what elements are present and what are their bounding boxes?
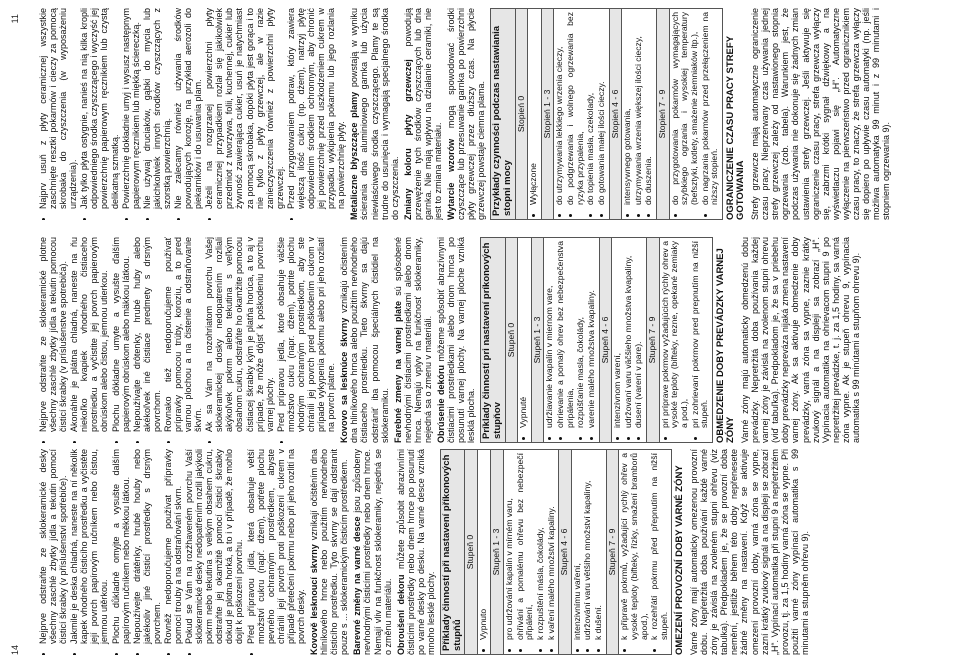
stage-row bbox=[657, 9, 670, 220]
decor-paragraph bbox=[446, 8, 486, 220]
discoloration-paragraph bbox=[403, 8, 443, 220]
stage-item: • Vypnuto bbox=[479, 453, 489, 640]
column-slovak bbox=[38, 237, 938, 443]
stage-item: • intensywnego gotowania, bbox=[623, 12, 633, 205]
cleaning-item: • Rovněž nedoporučujeme používat přípravky pomocí trouby a na odstraňování skvrn. bbox=[163, 449, 183, 644]
stage-row bbox=[609, 9, 622, 220]
stage-row bbox=[465, 450, 478, 655]
stage-item: • k vaření malého množství kapaliny. bbox=[547, 453, 557, 640]
stage-label: Stupeň 0 bbox=[505, 238, 518, 443]
stage-item: • k přípravě pokrmů, vyžadující rychlý ohřev a vysoké teploty (bifteky, řízky, smažení bramborů apod.), bbox=[620, 453, 649, 640]
stage-item-list bbox=[505, 453, 556, 651]
cleaning-item: • Akonáhle je plátna chladná, naneste na ňu niekoľko kvapiek vhodného čistiaceho prostriedku a vyčistite jej povrch papierovým obrúskom alebo čistou, jemnou utierkou. bbox=[69, 237, 109, 432]
stage-items bbox=[554, 9, 609, 220]
stage-items bbox=[528, 9, 542, 220]
stain-paragraph-text: powstają w wyniku ścierania dna aluminiowego garnka lub użycia niewłaściwego środka czyszczącego. Plamy te są trudne do usunięcia i wymagają specjalnego środka do czyszczenia. bbox=[349, 8, 400, 220]
column-czech bbox=[38, 449, 938, 655]
stage-row bbox=[531, 238, 544, 443]
table-caption: Príklady činností pri nastavení príkonových stupňov bbox=[481, 238, 505, 443]
page-number-right: 11 bbox=[10, 14, 20, 24]
stage-label: Stupeň 7 - 9 bbox=[606, 450, 619, 655]
stage-item-list bbox=[479, 453, 489, 651]
stage-item: • ohřívání a pomalému ohřevu bez nebezpečí připálení, bbox=[516, 453, 535, 640]
decor-paragraph-heading: Obrúsenie dekóru bbox=[435, 364, 446, 443]
stage-label: Stopień 7 - 9 bbox=[657, 9, 670, 220]
stage-label: Stupeň 4 - 6 bbox=[559, 450, 572, 655]
stage-item: • k dušení. bbox=[594, 453, 604, 640]
table-caption: Příklady činností při nastavení příkonových stupňů bbox=[440, 450, 464, 655]
table-caption-row bbox=[440, 450, 464, 655]
stage-item: • Wyłączone bbox=[529, 12, 539, 205]
stain-paragraph bbox=[349, 8, 399, 220]
stage-item: • do duszenia. bbox=[644, 12, 654, 205]
stage-item-list bbox=[620, 453, 669, 651]
stage-items-row bbox=[544, 238, 599, 443]
stage-item-list bbox=[545, 241, 596, 439]
stain-paragraph bbox=[339, 237, 389, 443]
stage-items bbox=[659, 238, 712, 443]
zone-limit-text: Varné zóny majú automaticky obmedzenú dobu prevádzky. Nepretržitá doba používania každej varnej zóny je závislá na zvolenom stupni ohrevu (viď tabuľka). Predpokladom je, že sa v priebehu doby prevádzky nepreváza nijaká zmena nastavení varnej zóny. Ak sa aktivuje obmedzenie doby prevádzky, varná zóna sa vypne, zaznie krátky zvukový signál a na displeji sa zobrazí „H“. Vypínacia automatika na ohrievacom stupni 9 po nepretržitej prevádzke, t. j. za 1,5 hodiny, sa varná zóna vypne. Ak je stupeň ohrevu 9, vypínacia automatika s 99 minútami a stupňom ohrevu 9). bbox=[740, 237, 861, 443]
discoloration-paragraph-text: jsou způsobeny nevhodnými čisticími prostředky nebo dnem hrnce. Nemají vliv na funkčnost sklokeramiky, nejedná se o změnu materiálu. bbox=[352, 449, 393, 655]
cleaning-item: • Před přípravou jídla, která obsahuje větší množství cukru (např. džem), potřete plochu pevného ochranným prostředkem, abyste chránili její povrch proti poškození cukrem v případě přetečení pokrmu nebo při jeho rozlití na povrch desky. bbox=[246, 449, 306, 644]
stage-item-list bbox=[613, 241, 644, 439]
stain-paragraph-heading: Kovově lesknoucí skvrny bbox=[309, 544, 320, 655]
stage-item-list bbox=[573, 453, 604, 651]
cleaning-item: • Nie używaj druciaków, gąbki do mycia lub jakichkolwiek innych środków czyszczących z szorstką powierzchnią. bbox=[142, 8, 172, 209]
stage-item: • pri príprave pokrmov vyžadujúcich rýchly ohrev a vysoké teploty (bifteky, rezne, opekané zemiaky a pod.), bbox=[661, 241, 690, 428]
stage-items-row bbox=[612, 238, 647, 443]
stage-item: • k rozpuštění másla, čokolády, bbox=[536, 453, 546, 640]
stage-row bbox=[491, 450, 504, 655]
zone-limit-text: Strefy grzewcze mają automatyczne ograniczenie czasu pracy. Nieprzerwany czas używania jednej strefy grzewczej zależy od nastawionego stopnia ogrzewania (zob. tabela). Warunkiem jest, że podczas używania nie dokonuje się żadnych zmian ustawienia strefy grzewczej. Jeśli aktywuje się ograniczenie czasu pracy, strefa grzewcza wyłączy się, zabrzmi krótki sygnał dźwiękowy a na wyświetlaczu pojawi się „H“. Automatyczne wyłączenie na pierwszeństwo przed ogranicznikiem czasu pracy, to znaczy, że strefa grzewcza wyłączy się dopiero po upływie czasu automatyki (np. jeśli możliwa automatyka 99 minut i z 99 minutami i stopniem ogrzewania 9). bbox=[750, 8, 892, 220]
discoloration-paragraph-text: sú spôsobené nevhodnými čistiacimi prostriedkami alebo dnom hrnca. Nemajú vplyv na funkčnosť sklokeramiky, nejedná sa o zmenu v materiáli. bbox=[392, 237, 433, 443]
stage-row bbox=[505, 238, 518, 443]
cleaning-item: • Nepoužívajte drôtenky, hrubé huby alebo akékoľvek iné čistiace predmety s drsným povrchom. bbox=[132, 237, 162, 432]
discoloration-paragraph-heading: Farebné zmeny na varnej plate bbox=[392, 301, 403, 443]
stage-label: Stupeň 4 - 6 bbox=[599, 238, 612, 443]
stage-items-row bbox=[518, 238, 532, 443]
decor-paragraph-text: můžete způsobit abrazivními čisticími prostředky nebo dnem hrnce po posunutí po varné desky po desku. Na varné desce vzniká mnoho lesklé plochy. bbox=[395, 449, 436, 655]
stage-item: • Vypnuté bbox=[519, 241, 529, 428]
stage-item: • k rozehřátí pokrmu před přepnutím na nižší stupeň. bbox=[650, 453, 669, 640]
cleaning-item: • Nepoužívejte drátěnky, hrubé houby nebo jakékoliv jiné čisticí prostředky s drsným povrchem. bbox=[132, 449, 162, 644]
stage-items bbox=[477, 450, 491, 655]
stage-item: • ohrievanie a pomalý ohrev bez nebezpečenstva pripálenia, bbox=[556, 241, 575, 428]
stage-items-row bbox=[528, 9, 542, 220]
stage-items bbox=[518, 238, 532, 443]
zone-limit-title: OMEZENÍ PROVOZNÍ DOBY VARNÉ ZÓNY bbox=[674, 465, 686, 655]
stage-item-list bbox=[529, 12, 539, 216]
cleaning-item: • Jeżeli na rozgrzanej powierzchni płyty ceramicznej przypadkiem rozlał się jakikolwiek przedmiot z tworzywa, folii, kuchennej, cukier lub żywność zawierająca cukier, usuń je natychmiast za pomocą skrobaka, dopóki płyta jest gorąca i to nie tylko z płyty grzewczej, ale w razie zanieczyszczenia również z powierzchni płyty grzewczej. bbox=[204, 8, 285, 209]
stage-items bbox=[544, 238, 599, 443]
stage-items bbox=[504, 450, 559, 655]
stage-item: • do podgrzewania i wolnego ogrzewania bez ryzyka przypalenia, bbox=[566, 12, 585, 205]
stage-items bbox=[669, 9, 722, 220]
power-level-table bbox=[440, 449, 673, 655]
stage-item-list bbox=[671, 12, 720, 216]
power-level-table bbox=[480, 237, 713, 443]
table-caption: Przykłady czynności podczas nastawiania stopni mocy bbox=[491, 9, 515, 220]
stage-row bbox=[541, 9, 554, 220]
stage-item: • do przygotowania pokarmów wymagających szybkiego ogrzania i wysokiej temperatury (befsztyki, kotlety, smażenie ziemniaków itp.), bbox=[671, 12, 700, 205]
stage-label: Stupeň 0 bbox=[465, 450, 478, 655]
cleaning-item: • Pred prípravou jedla, ktoré obsahuje väčšie množstvo cukru (napr. džem), potrite plochu vhodným ochranným prostriedkom, aby ste chránili jej povrch pred poškodením cukrom v prípade vykypenia pokrmu alebo pri jeho rozliatí na povrch platne. bbox=[276, 237, 336, 432]
stage-item: • utrzymywania wrzenia większej ilości cieczy, bbox=[634, 12, 644, 205]
stage-label: Stupeň 7 - 9 bbox=[647, 238, 660, 443]
power-level-table bbox=[490, 8, 723, 220]
zone-limit-title: OBMEDZENIE DOBY PREVÁDZKY VARNEJ ZÓNY bbox=[714, 248, 737, 443]
cleaning-item: • Jak tylko płyta ostygnie, nanieś na nią kilka kropli odpowiedniego środka czyszczącego i wyczyść jej powierzchnię papierowym ręcznikiem lub czystą delikatną szmatką. bbox=[79, 8, 119, 209]
cleaning-item: • Pokud se Vám na rozžhaveném povrchu Vaší sklokeramické desky nedopatřením rozlil jakýkoli pokrm nebo tekutina s velkým obsahem cukru, odstraňte jej okamžitě pomocí čisticí škrabky dokud je plotna horká, a to i v případě, že mohlo dojít k poškození povrchu. bbox=[184, 449, 244, 644]
stage-item: • udržování varu většího množství kapaliny, bbox=[583, 453, 593, 640]
cleaning-item: • Nie zalecamy również używania środków powodujących korozję, na przykład aerozoli do piekarników i do usuwania plam. bbox=[173, 8, 203, 209]
stage-items-row bbox=[659, 238, 712, 443]
stage-item: • dusení (varení v pare). bbox=[634, 241, 644, 428]
stage-row bbox=[606, 450, 619, 655]
stage-items bbox=[622, 9, 657, 220]
cleaning-item: • Powierzchnię dokładnie umyj i wysusz następnym papierowym ręcznikiem lub miękką ściereczką. bbox=[121, 8, 141, 209]
stage-item: • do utrzymywania lekkiego wrzenia cieczy, bbox=[555, 12, 565, 205]
stage-items-row bbox=[619, 450, 672, 655]
stage-label: Stupeň 1 - 3 bbox=[531, 238, 544, 443]
decor-paragraph-heading: Obroušení dekoru bbox=[395, 574, 406, 655]
stain-paragraph bbox=[309, 449, 349, 655]
cleaning-item: • Ak sa Vám na rozohriatom povrchu Vašej sklokeramickej dosky nedopatrením rozliali akýkoľvek pokrm alebo tekutina s veľkým obsahom cukru, odstráňte ho okamžite pomocou čistiacej škrabky kým je platňa horúca, a to aj v prípade, že môže dôjsť k poškodeniu povrchu varnej plochy. bbox=[204, 237, 275, 432]
stage-items bbox=[612, 238, 647, 443]
column-polish bbox=[38, 8, 938, 220]
stage-item: • intenzívnom varení, bbox=[613, 241, 623, 428]
stain-paragraph-text: vznikají očištěním dna hliníkového hrnce nebo použitím nevhodného čisticího prostředku. Tyto skvrny se dají odstranit pouze s ... sklokeramickým čisticím prostředkem. bbox=[309, 449, 350, 655]
stage-label: Stopień 4 - 6 bbox=[609, 9, 622, 220]
stage-item-list bbox=[661, 241, 710, 439]
decor-paragraph bbox=[396, 449, 436, 655]
stage-item: • pro udržování kapalin v mírném varu, bbox=[505, 453, 515, 640]
decor-paragraph bbox=[436, 237, 476, 443]
stage-label: Stopień 0 bbox=[515, 9, 528, 220]
stage-item-list bbox=[519, 241, 529, 439]
stage-item-list bbox=[555, 12, 606, 216]
stage-item: • do topienia masła, czekolady, bbox=[586, 12, 596, 205]
stage-items bbox=[571, 450, 606, 655]
discoloration-paragraph bbox=[352, 449, 392, 655]
stage-items-row bbox=[477, 450, 491, 655]
stage-row bbox=[599, 238, 612, 443]
zone-limit-title: OGRANICZENIE CZASU PRACY STREFY GOTOWANIA bbox=[724, 36, 747, 220]
stage-item: • rozpúšťanie masla, čokolády, bbox=[576, 241, 586, 428]
cleaning-list bbox=[38, 237, 336, 443]
stage-item: • do nagrzania pokarmów przed przełączeniem na niższy stopień. bbox=[701, 12, 720, 205]
cleaning-item: • Najprv usuň z płyty ceramicznej wszystkie zaschnięte resztki pokarmów i cieczy za pomocą skrobaka do czyszczenia (w wyposażeniu urządzenia). bbox=[38, 8, 78, 209]
stage-items-row bbox=[554, 9, 609, 220]
cleaning-list bbox=[38, 8, 346, 220]
discoloration-paragraph-heading: Zmiany koloru płyty grzewczej bbox=[402, 59, 413, 220]
stage-items bbox=[619, 450, 672, 655]
stage-label: Stupeň 1 - 3 bbox=[491, 450, 504, 655]
decor-paragraph-heading: Wytarcie wzorów bbox=[446, 138, 457, 220]
discoloration-paragraph-heading: Barevné změny na varné desce bbox=[352, 516, 363, 655]
stage-items-row bbox=[571, 450, 606, 655]
cleaning-item: • Jakmile je deska chladná, naneste na ní několik kapek vhodného čisticího prostředku a vyčistěte její povrch papírovým ručníkem nebo čistou, jemnou utěrkou. bbox=[69, 449, 109, 644]
table-caption-row bbox=[481, 238, 505, 443]
cleaning-item: • Przed przygotowaniem potraw, który zawiera większą ilość cukru (np. dżem), natrzyj płytę odpowiednim środkiem ochronnym, aby chronić jej powierzchnię przed uszkodzeniem cukrem w przypadku wykipienia pokarmu lub jego rozlania na powierzchnię płyty. bbox=[286, 8, 346, 209]
stage-item: • pri zohrievaní pokrmov pred prepnutím na nižší stupeň. bbox=[691, 241, 710, 428]
cleaning-item: • Nejprve odstraňte ze sklokeramické desky všechny zaschlé zbytky jídla a tekutin pomocí čisticí škrabky (v příslušenství spotřebiče). bbox=[38, 449, 68, 644]
stage-item: • udržiavanie kvapalín v miernom vare, bbox=[545, 241, 555, 428]
stage-items-row bbox=[504, 450, 559, 655]
stain-paragraph-text: vznikajú očistením dna hliníkového hrnca alebo použitím nevhodného čistiaceho prostriedku. Tieto škvrny sa dajú odstrániť iba pomocou špeciálnych čistidiel na sklokeramiku. bbox=[339, 237, 390, 443]
stage-row bbox=[647, 238, 660, 443]
decor-paragraph-text: mogą spowodować środki czyszczące lub przesuwanie garnka po powierzchni płyty grzewczej przez dłuższy czas. Na płycie grzewczej powstaje ciemna plama. bbox=[446, 8, 487, 220]
stain-paragraph-heading: Kovovo sa lesknúce škvrny bbox=[339, 317, 350, 443]
stage-items-row bbox=[669, 9, 722, 220]
stage-item-list bbox=[623, 12, 654, 216]
cleaning-item: • Nejprve odstraňte ze sklokeramické plotne všechny zaschlé zbytky jídla a tekutin pomocou čisticí škrabky (v príslušenstve spotrebiča). bbox=[38, 237, 68, 432]
stage-item: • udržovaní varu väčšieho množstva kvapaliny, bbox=[624, 241, 634, 428]
cleaning-item: • Plochu dôkladne umyte a vysušte ďalším papierovým obrúskom alebo mäkkou látkou. bbox=[111, 237, 131, 432]
discoloration-paragraph-text: powodują przewężenie tych środków czyszczących lub dna garnka. Nie mają wpływu na działanie ceramiki, nie jest to zmiana materiału. bbox=[402, 8, 443, 220]
cleaning-item: • Plochu důkladně omyjte a vysušte dalším papírovým ručníkem nebo měkkou látkou. bbox=[111, 449, 131, 644]
stage-item: • intenzivnímu vaření, bbox=[573, 453, 583, 640]
zone-limit-text: Varné zóny mají automaticky omezenou provozní dobu. Nepřetržitá doba používání každé varné zóny je závislá na zvoleném stupni ohřevu (viz tabulka). Předpokladem je, že se provozní doba nemění, jestliže během této doby nepřenesete žádné změny na nastavení. Když se aktivuje omezení provozní doby, varná zóna se vypne, zazní krátký zvukový signál a na displeji se zobrazí „H“. Vypínací automatika při stupni 9 a nepřetržitém provozu, tj. za 1,5 hodiny varná zóna se vypne. Při použití varné zóny vypínací automatika s 99 minutami a stupněm ohřevu 9). bbox=[689, 449, 810, 655]
stage-item: • do gotowania małej ilości cieczy. bbox=[597, 12, 607, 205]
stage-row bbox=[515, 9, 528, 220]
decor-paragraph-text: môžeme spôsobiť abrazívnymi čistiacimi prostriedkami alebo dnom hrnca po posunutí varnej plochy. Na varnej ploche vzniká lesklá plocha. bbox=[435, 237, 477, 443]
page-number-left: 14 bbox=[10, 644, 20, 655]
stage-row bbox=[559, 450, 572, 655]
cleaning-item: • Rovnako tiež nedoporučujeme používať prípravky pomocou trúby, koroziu, a to pred varnou plochou a na čistenie a odstraňovanie škvŕn. bbox=[163, 237, 203, 432]
stage-label: Stopień 1 - 3 bbox=[541, 9, 554, 220]
stage-items-row bbox=[622, 9, 657, 220]
stain-paragraph-heading: Metaliczne błyszczące plamy bbox=[349, 91, 360, 220]
discoloration-paragraph bbox=[393, 237, 433, 443]
table-caption-row bbox=[491, 9, 515, 220]
cleaning-list bbox=[38, 449, 306, 655]
stage-item: • varenie malého množstva kvapaliny. bbox=[587, 241, 597, 428]
